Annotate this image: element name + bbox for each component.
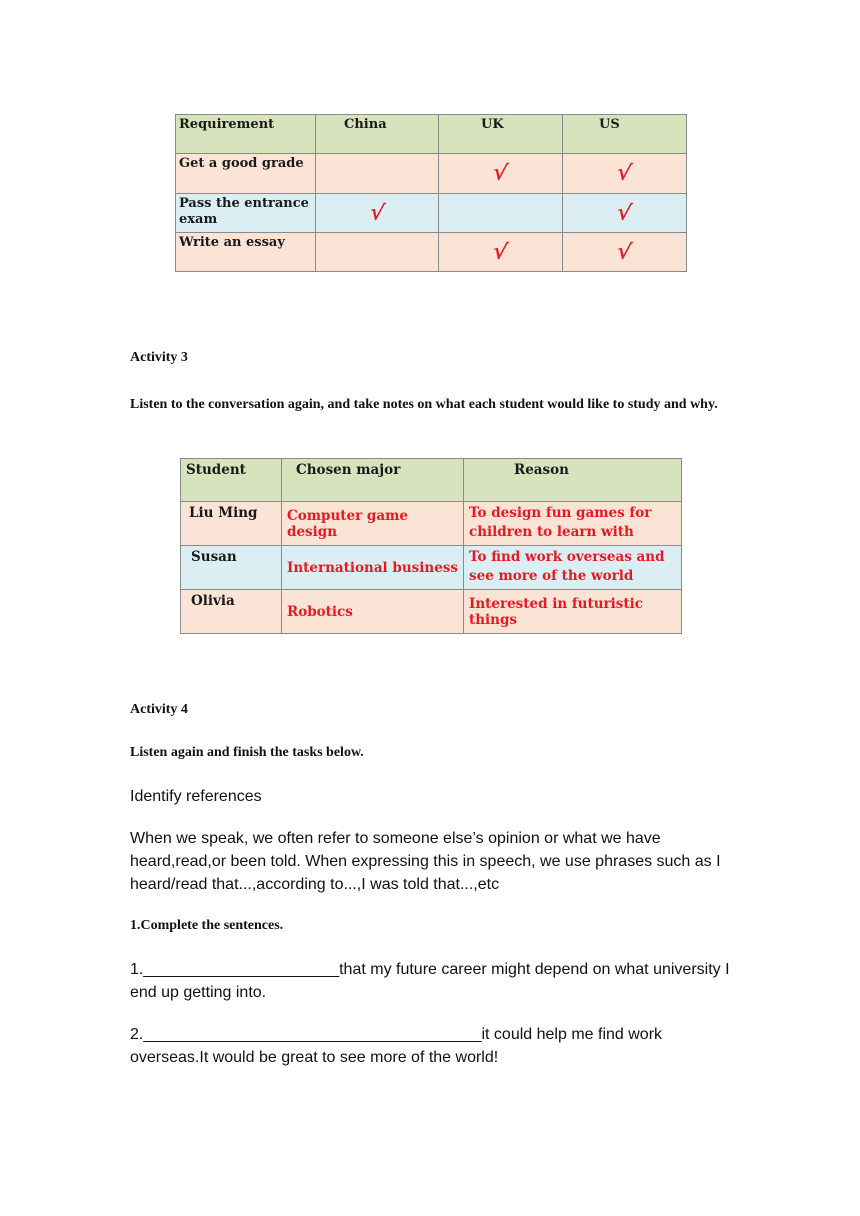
header-chosen-major: Chosen major [282,459,464,502]
header-china: China [316,115,439,154]
header-reason: Reason [464,459,682,502]
header-student: Student [181,459,282,502]
cell-us [563,193,687,232]
header-us: US [563,115,687,154]
checkmark-icon: √ [615,198,634,227]
table-header-row [176,115,687,154]
subheading-identify-references: Identify references [130,788,262,805]
cell-uk [439,154,563,193]
checkmark-icon: √ [615,159,634,188]
activity3-instruction: Listen to the conversation again, and take notes on what each student would like to study and why. [130,397,718,412]
table-header-row [181,459,682,502]
table-row [181,546,682,590]
table-row [176,154,687,193]
cell-us [563,154,687,193]
student-name: Liu Ming [181,502,282,546]
checkmark-icon: √ [615,237,634,266]
explanation-paragraph: When we speak, we often refer to someone else’s opinion or what we have heard,read,or been told. When expressing this in speech, we use phrases such as I heard/read that...,according to...,I was told that...,etc [130,830,721,893]
chosen-major: Computer game design [282,502,464,546]
cell-china [316,193,439,232]
table-row [181,502,682,546]
table-row [181,590,682,634]
cell-china [316,154,439,193]
table-row [176,193,687,232]
student-name: Olivia [181,590,282,634]
row-label: Pass the entrance exam [176,193,316,232]
cell-uk [439,232,563,271]
row-label: Write an essay [176,232,316,271]
header-uk: UK [439,115,563,154]
reason: To design fun games for children to learn with [464,502,682,546]
chosen-major: Robotics [282,590,464,634]
checkmark-icon: √ [491,159,510,188]
reason: To find work overseas and see more of the world [464,546,682,590]
activity4-title: Activity 4 [130,702,188,717]
cell-us [563,232,687,271]
requirements-table [175,114,687,272]
checkmark-icon: √ [491,237,510,266]
activity3-title: Activity 3 [130,350,188,365]
reason: Interested in futuristic things [464,590,682,634]
cell-uk [439,193,563,232]
majors-table [180,458,682,634]
header-requirement: Requirement [176,115,316,154]
sentence-1: 1.______________________that my future career might depend on what university I end up getting into. [130,961,730,1001]
row-label: Get a good grade [176,154,316,193]
sentence-2: 2.______________________________________it could help me find work overseas.It would be great to see more of the world! [130,1026,663,1066]
activity4-instruction: Listen again and finish the tasks below. [130,745,364,760]
student-name: Susan [181,546,282,590]
task-title: 1.Complete the sentences. [130,918,284,933]
table-row [176,232,687,271]
chosen-major: International business [282,546,464,590]
cell-china [316,232,439,271]
checkmark-icon: √ [368,198,386,227]
